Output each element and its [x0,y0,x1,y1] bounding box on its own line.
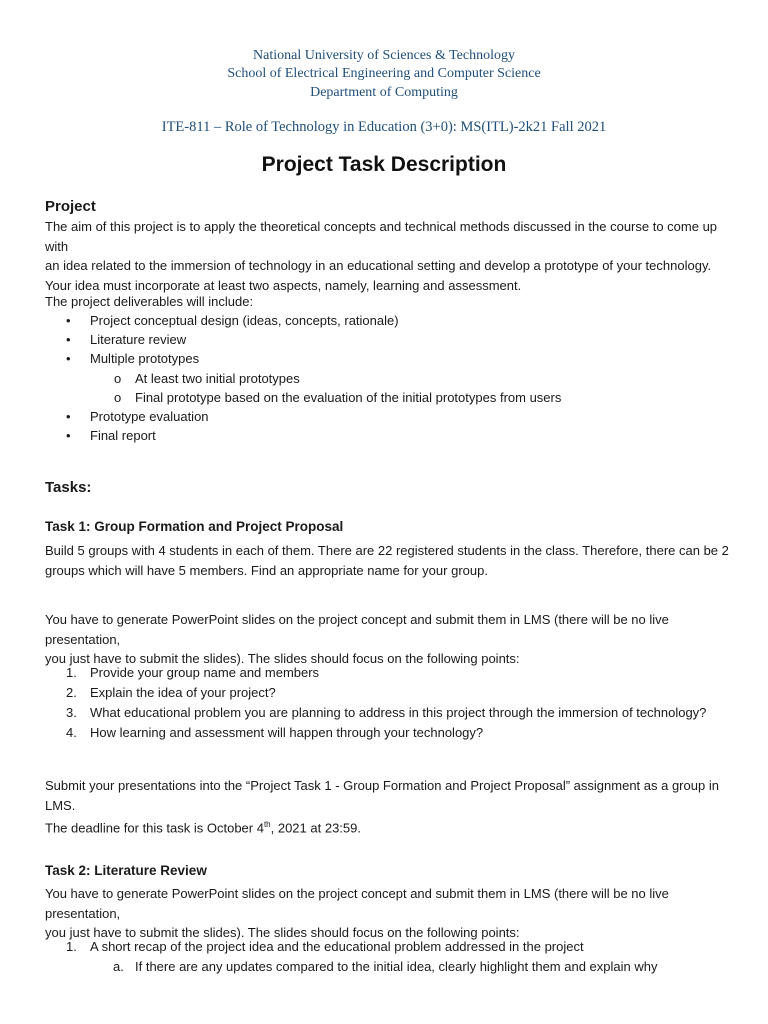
deadline-time: , 2021 at 23:59. [270,820,361,836]
paragraph-line: Submit your presentations into the “Project Task 1 - Group Formation and Project Proposal” assignment as a group in LMS. [45,778,719,813]
list-item: Multiple prototypes [90,351,200,366]
number-marker: 3. [66,705,77,720]
project-heading: Project [45,198,96,215]
list-item: Provide your group name and members [90,665,320,680]
number-marker: 1. [66,939,77,954]
paragraph-line: You have to generate PowerPoint slides on the project concept and submit them in LMS (there will be no live presentation, [45,612,669,647]
bullet-icon: • [66,332,71,347]
task1-heading: Task 1: Group Formation and Project Proposal [45,519,344,534]
sub-bullet-icon: o [114,371,122,386]
university-name: National University of Sciences & Technology [253,48,515,63]
list-item: Literature review [90,332,187,347]
task1-submission [45,776,738,838]
deadline-text: The deadline for this task is October 4 [45,820,264,836]
bullet-icon: • [66,428,71,443]
tasks-heading: Tasks: [45,479,92,496]
paragraph-line: Build 5 groups with 4 students in each of them. There are 22 registered students in the class. Therefore, there can be 2 [45,543,729,558]
department-name: Department of Computing [310,85,458,100]
deliverables-intro: The project deliverables will include: [45,294,254,309]
list-item: Final report [90,428,156,443]
bullet-icon: • [66,409,71,424]
paragraph-line: groups which will have 5 members. Find an appropriate name for your group. [45,562,488,578]
aim-line: The aim of this project is to apply the theoretical concepts and technical methods discussed in the course to come up with [45,219,718,254]
paragraph-line: You have to generate PowerPoint slides on the project concept and submit them in LMS (there will be no live presentation, [45,886,669,921]
list-item: A short recap of the project idea and the educational problem addressed in the project [90,939,584,954]
number-marker: 2. [66,685,77,700]
number-marker: 4. [66,725,77,740]
list-item: Prototype evaluation [90,409,209,424]
deadline-suffix: th [263,820,271,829]
list-item: What educational problem you are planning to address in this project through the immersion of technology? [90,705,707,720]
letter-marker: a. [113,959,124,974]
course-line: ITE-811 – Role of Technology in Education (3+0): MS(ITL)-2k21 Fall 2021 [161,119,607,135]
sub-bullet-icon: o [114,390,122,405]
list-item: How learning and assessment will happen through your technology? [90,725,484,740]
number-marker: 1. [66,665,77,680]
sub-list-item: If there are any updates compared to the initial idea, clearly highlight them and explain why [135,959,658,974]
bullet-icon: • [66,313,71,328]
school-name: School of Electrical Engineering and Computer Science [227,66,541,81]
task2-slides [45,884,738,943]
paragraph-line: you just have to submit the slides). The slides should focus on the following points: [45,925,520,940]
page-title: Project Task Description [261,153,507,176]
list-item: Project conceptual design (ideas, concepts, rationale) [90,313,399,328]
aim-line: an idea related to the immersion of technology in an educational setting and develop a prototype of your technology. [45,258,712,273]
aim-line: Your idea must incorporate at least two aspects, namely, learning and assessment. [45,277,522,293]
list-item: Explain the idea of your project? [90,685,276,700]
project-aim [45,217,738,295]
sub-list-item: Final prototype based on the evaluation of the initial prototypes from users [135,390,562,405]
sub-list-item: At least two initial prototypes [135,371,300,386]
task1-slides [45,610,738,669]
deadline-line [45,815,738,838]
paragraph-line: you just have to submit the slides). The slides should focus on the following points: [45,651,520,666]
task2-heading: Task 2: Literature Review [45,863,207,878]
task1-groups [45,541,738,580]
bullet-icon: • [66,351,71,366]
